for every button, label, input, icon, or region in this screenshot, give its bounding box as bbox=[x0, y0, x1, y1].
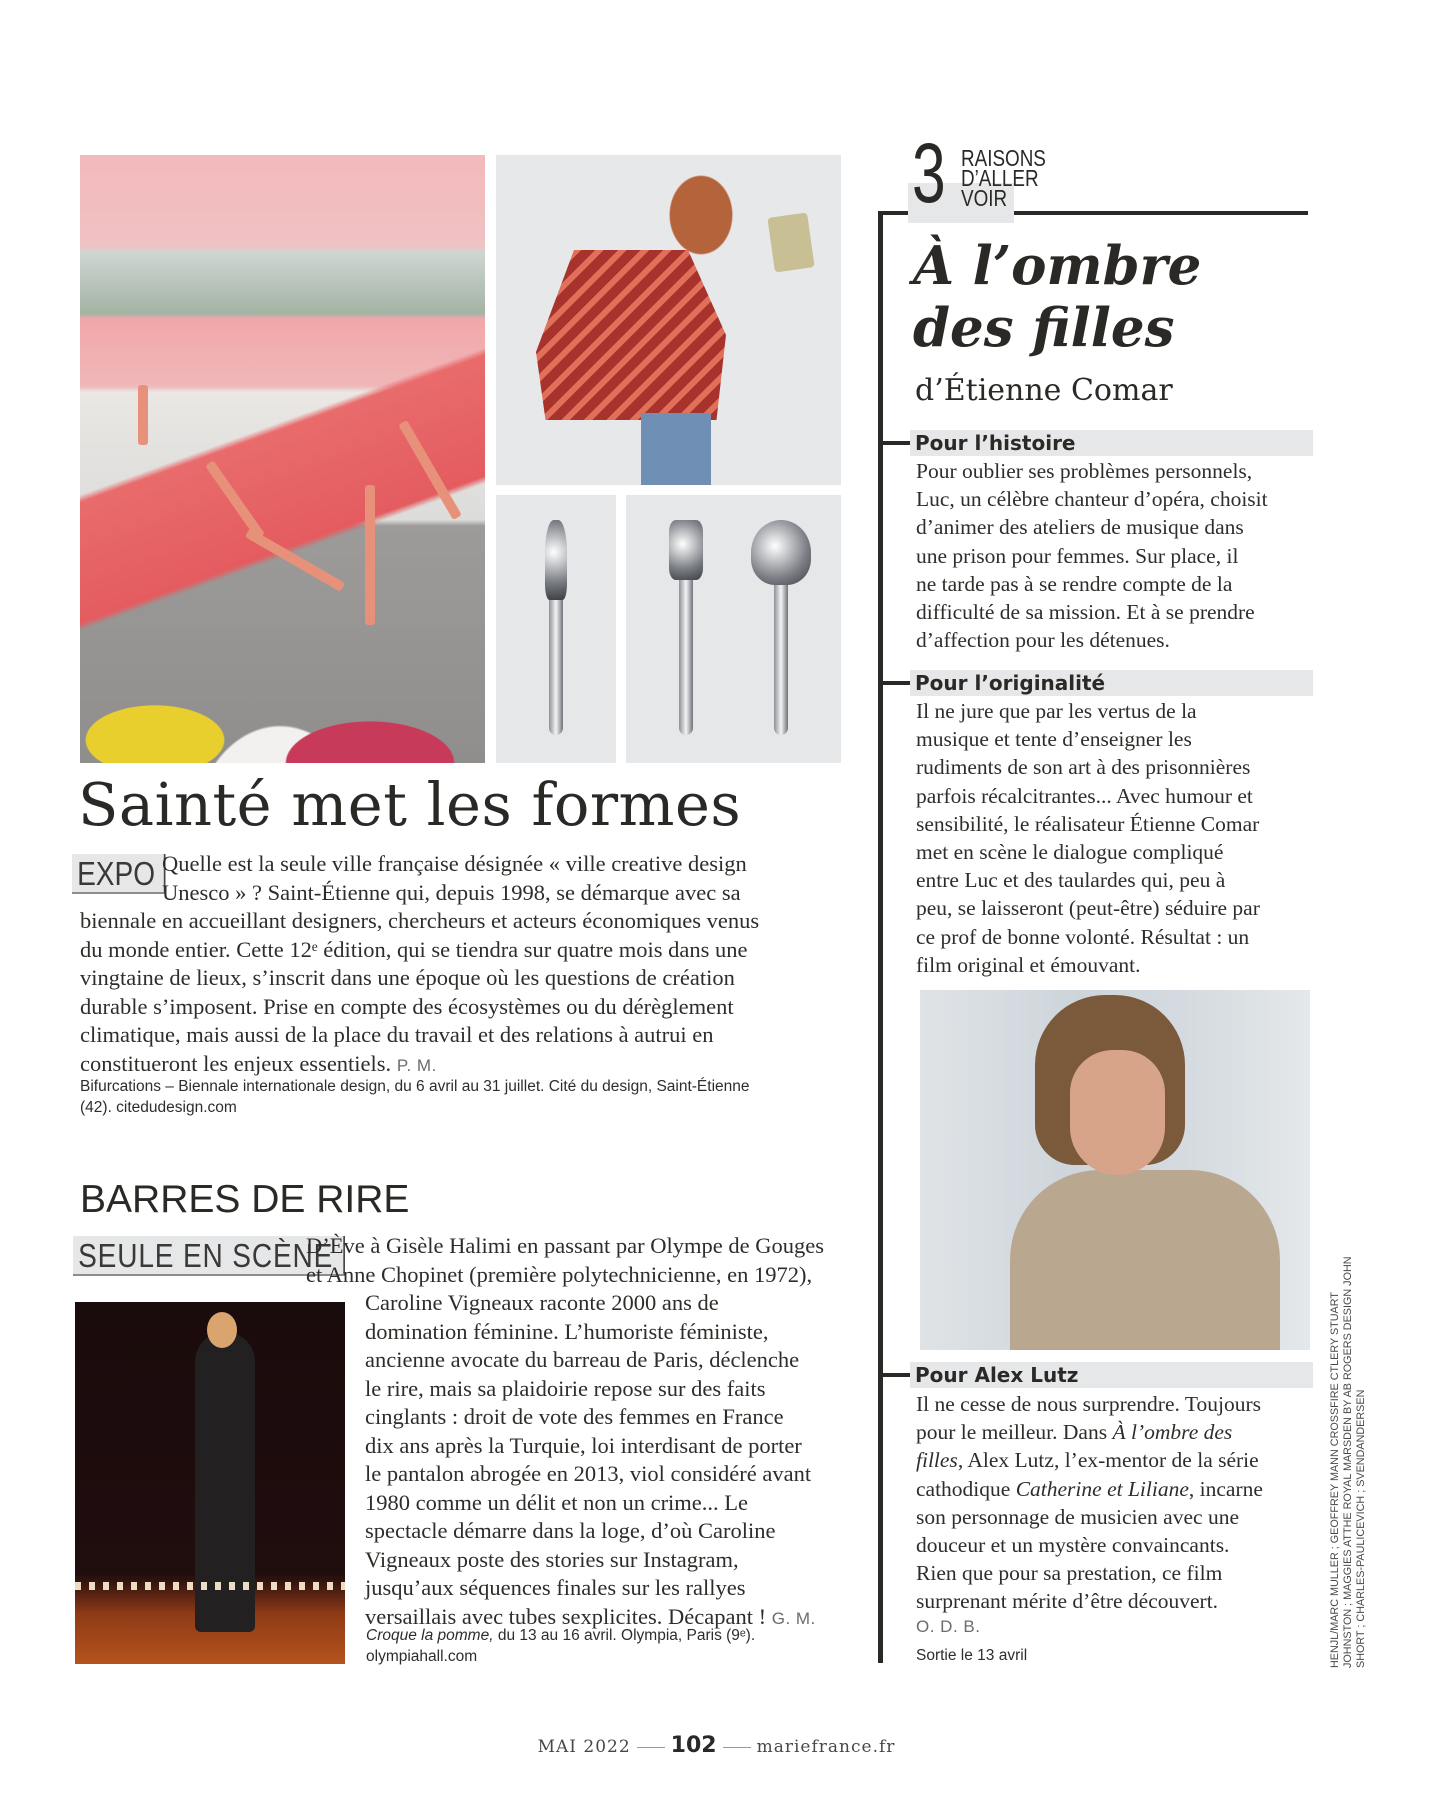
italic-title-run: filles bbox=[916, 1448, 958, 1473]
body-line: D’Ève à Gisèle Halimi en passant par Olympe de Gouges bbox=[306, 1233, 824, 1258]
performer-head bbox=[207, 1312, 237, 1348]
reason-heading-label: Pour l’originalité bbox=[910, 670, 1313, 696]
film-title-line: des filles bbox=[913, 297, 1175, 359]
hanging-lamp bbox=[398, 420, 462, 520]
barres-caption bbox=[366, 1625, 755, 1667]
timeline-tick bbox=[880, 681, 910, 685]
kicker-text bbox=[961, 145, 1046, 211]
body-line: vingtaine de lieux, s’inscrit dans une époque où les questions de création bbox=[80, 965, 735, 990]
film-title bbox=[913, 235, 1201, 359]
body-line: du monde entier. Cette 12ᵉ édition, qui se tiendra sur quatre mois dans une bbox=[80, 936, 748, 962]
body-line: ancienne avocate du barreau de Paris, déclenche bbox=[365, 1347, 800, 1372]
photo-alex-lutz bbox=[920, 990, 1310, 1350]
barres-body bbox=[365, 1289, 816, 1633]
photo-credits bbox=[1329, 1256, 1368, 1668]
author-initials: P. M. bbox=[396, 1055, 437, 1075]
body-line: difficulté de sa mission. Et à se prendre bbox=[916, 600, 1255, 625]
caption-url: olympiahall.com bbox=[366, 1648, 478, 1665]
body-line: musique et tente d’enseigner les bbox=[916, 727, 1192, 752]
film-director: d’Étienne Comar bbox=[915, 373, 1173, 408]
face bbox=[1070, 1050, 1165, 1175]
credit-line: JOHNSTON ; MAGGIES ATTHE ROYAL MARSDEN BY AB ROGERS DESIGN JOHN bbox=[1342, 1256, 1354, 1668]
hanging-lamp bbox=[205, 460, 265, 539]
category-tag-expo: EXPO bbox=[72, 854, 165, 894]
photo-spoon bbox=[721, 495, 841, 763]
barres-body-intro bbox=[306, 1232, 824, 1289]
reason-heading-label: Pour Alex Lutz bbox=[910, 1362, 1313, 1388]
expo-caption bbox=[80, 1076, 750, 1118]
body-line: Caroline Vigneaux raconte 2000 ans de bbox=[365, 1290, 719, 1315]
reason-body-histoire bbox=[916, 457, 1316, 654]
body-line: peu, se laisseront (peut-être) séduire par bbox=[916, 896, 1260, 921]
credit-line: HENJL/MARC MULLER ; GEOFFREY MANN CROSSFIRE CTLERY STUART bbox=[1329, 1292, 1341, 1668]
body-line-text: versaillais avec tubes sexplicites. Décapant ! bbox=[365, 1603, 767, 1629]
kicker-line: D’ALLER bbox=[961, 165, 1039, 191]
text-run: Il ne cesse de nous surprendre. Toujours bbox=[916, 1392, 1261, 1416]
body-line: et Anne Chopinet (première polytechnicienne, en 1972), bbox=[306, 1261, 813, 1287]
release-date: Sortie le 13 avril bbox=[916, 1647, 1028, 1664]
expo-headline: Sainté met les formes bbox=[78, 770, 742, 839]
body-line: Quelle est la seule ville française désignée « ville creative design bbox=[162, 851, 747, 876]
body-line: climatique, mais aussi de la place du travail et des relations à autrui en bbox=[80, 1022, 714, 1047]
text-run: surprenant mérite d’être découvert. bbox=[916, 1589, 1219, 1614]
italic-title-run: À l’ombre des bbox=[1112, 1420, 1233, 1445]
body-line bbox=[916, 1503, 1316, 1531]
knife-blade bbox=[545, 520, 567, 600]
reason-body-originalite bbox=[916, 697, 1316, 979]
timeline-tick bbox=[880, 1373, 910, 1377]
reason-heading-histoire bbox=[880, 430, 1313, 456]
barres-headline: BARRES DE RIRE bbox=[80, 1178, 410, 1221]
body-line: d’animer des ateliers de musique dans bbox=[916, 515, 1244, 540]
reason-heading-originalite bbox=[880, 670, 1313, 696]
footer-rule bbox=[637, 1747, 665, 1748]
text-run: son personnage de musicien avec une bbox=[916, 1504, 1239, 1529]
site-url: mariefrance.fr bbox=[756, 1737, 896, 1757]
author-initials: O. D. B. bbox=[916, 1617, 981, 1636]
footer-rule bbox=[723, 1747, 751, 1748]
frame-left-rule bbox=[878, 211, 883, 1663]
body-line bbox=[916, 1475, 1316, 1503]
body-line: rudiments de son art à des prisonnières bbox=[916, 755, 1251, 780]
body-line: film original et émouvant. bbox=[916, 952, 1141, 977]
body-line bbox=[916, 1418, 1316, 1446]
body-line: d’affection pour les détenues. bbox=[916, 628, 1170, 653]
show-details: du 13 au 16 avril. Olympia, Paris (9ᵉ). bbox=[493, 1627, 756, 1644]
film-title-line: À l’ombre bbox=[913, 235, 1202, 297]
expo-body bbox=[80, 850, 840, 1080]
linen-shirt bbox=[1010, 1170, 1280, 1350]
body-line bbox=[916, 1531, 1316, 1559]
body-line: le rire, mais sa plaidoirie repose sur des faits bbox=[365, 1375, 766, 1401]
text-run: cathodique bbox=[916, 1476, 1016, 1501]
body-line: Pour oublier ses problèmes personnels, bbox=[916, 459, 1253, 483]
text-run: douceur et un mystère convaincants. bbox=[916, 1533, 1230, 1558]
body-line: une prison pour femmes. Sur place, il bbox=[916, 543, 1239, 568]
issue-date: MAI 2022 bbox=[537, 1737, 631, 1757]
photo-stage-performer bbox=[75, 1302, 345, 1664]
body-line: biennale en accueillant designers, chercheurs et acteurs économiques venus bbox=[80, 908, 760, 933]
stage-footlights bbox=[75, 1582, 345, 1590]
hanging-lamp bbox=[245, 528, 345, 592]
reason-heading-alex-lutz bbox=[880, 1362, 1313, 1388]
body-line: durable s’imposent. Prise en compte des écosystèmes ou du dérèglement bbox=[80, 993, 734, 1019]
reason-body-alex-lutz bbox=[916, 1390, 1316, 1616]
credit-line: SHORT ; CHARLES-PAULICEVICH ; SVENDANDERSEN bbox=[1355, 1389, 1367, 1668]
body-line: Unesco » ? Saint-Étienne qui, depuis 1998, se démarque avec sa bbox=[162, 879, 741, 905]
spoon-bowl bbox=[751, 520, 811, 585]
body-line: dix ans après la Turquie, loi interdisant de porter bbox=[365, 1432, 802, 1458]
caption-line: (42). citedudesign.com bbox=[80, 1099, 237, 1116]
body-line bbox=[916, 1390, 1316, 1418]
jeans bbox=[641, 413, 711, 485]
italic-title-run: Catherine et Liliane bbox=[1015, 1476, 1189, 1501]
caption-line bbox=[366, 1625, 755, 1646]
body-line: entre Luc et des taulardes qui, peu à bbox=[916, 868, 1226, 893]
body-line: Luc, un célèbre chanteur d’opéra, choisit bbox=[916, 487, 1268, 512]
body-line: ne tarde pas à se rendre compte de la bbox=[916, 571, 1233, 596]
kicker-line: RAISONS bbox=[961, 145, 1046, 171]
category-tag-seule-en-scene: SEULE EN SCÈNE bbox=[73, 1236, 345, 1276]
body-line: le pantalon abrogée en 2013, viol considéré avant bbox=[365, 1461, 812, 1486]
body-line: ce prof de bonne volonté. Résultat : un bbox=[916, 924, 1250, 949]
caption-line: Bifurcations – Biennale internationale design, du 6 avril au 31 juillet. Cité du design, Saint-Étienne bbox=[80, 1078, 750, 1095]
chevron-cape bbox=[536, 250, 726, 420]
hanging-lamp bbox=[365, 485, 375, 625]
body-line: 1980 comme un délit et non un crime... Le bbox=[365, 1489, 749, 1515]
page-number: 102 bbox=[670, 1733, 717, 1758]
photo-design-interior bbox=[80, 155, 485, 763]
body-line-text: constitueront les enjeux essentiels. bbox=[80, 1050, 392, 1076]
page-footer bbox=[0, 1733, 1433, 1758]
text-run: , Alex Lutz, l’ex-mentor de la série bbox=[957, 1448, 1259, 1473]
text-run: pour le meilleur. Dans bbox=[916, 1420, 1113, 1445]
body-line: Il ne jure que par les vertus de la bbox=[916, 699, 1197, 723]
body-line: Vigneaux poste des stories sur Instagram, bbox=[365, 1546, 739, 1572]
body-line bbox=[916, 1446, 1316, 1474]
kicker-line: VOIR bbox=[961, 185, 1008, 211]
body-line bbox=[916, 1587, 1316, 1615]
kicker-number: 3 bbox=[912, 126, 946, 220]
body-line: met en scène le dialogue compliqué bbox=[916, 840, 1224, 865]
fork-head bbox=[669, 520, 703, 580]
reason-heading-label: Pour l’histoire bbox=[910, 430, 1313, 456]
photo-woman-cape bbox=[496, 155, 841, 485]
body-line: sensibilité, le réalisateur Étienne Comar bbox=[916, 811, 1260, 836]
body-line: domination féminine. L’humoriste féministe, bbox=[365, 1318, 769, 1344]
text-run: , incarne bbox=[1188, 1476, 1263, 1501]
author-initials: G. M. bbox=[771, 1608, 816, 1628]
text-run: Rien que pour sa prestation, ce film bbox=[916, 1561, 1223, 1586]
body-line: spectacle démarre dans la loge, d’où Caroline bbox=[365, 1518, 776, 1543]
body-line bbox=[916, 1559, 1316, 1587]
vintage-radio bbox=[767, 212, 814, 272]
body-line: cinglants : droit de vote des femmes en France bbox=[365, 1404, 784, 1429]
show-title: Croque la pomme, bbox=[366, 1627, 494, 1644]
body-line: jusqu’aux séquences finales sur les rallyes bbox=[365, 1575, 746, 1600]
body-line: parfois récalcitrantes... Avec humour et bbox=[916, 783, 1253, 808]
timeline-tick bbox=[880, 441, 910, 445]
photo-knife bbox=[496, 495, 616, 763]
hanging-lamp bbox=[138, 385, 148, 445]
